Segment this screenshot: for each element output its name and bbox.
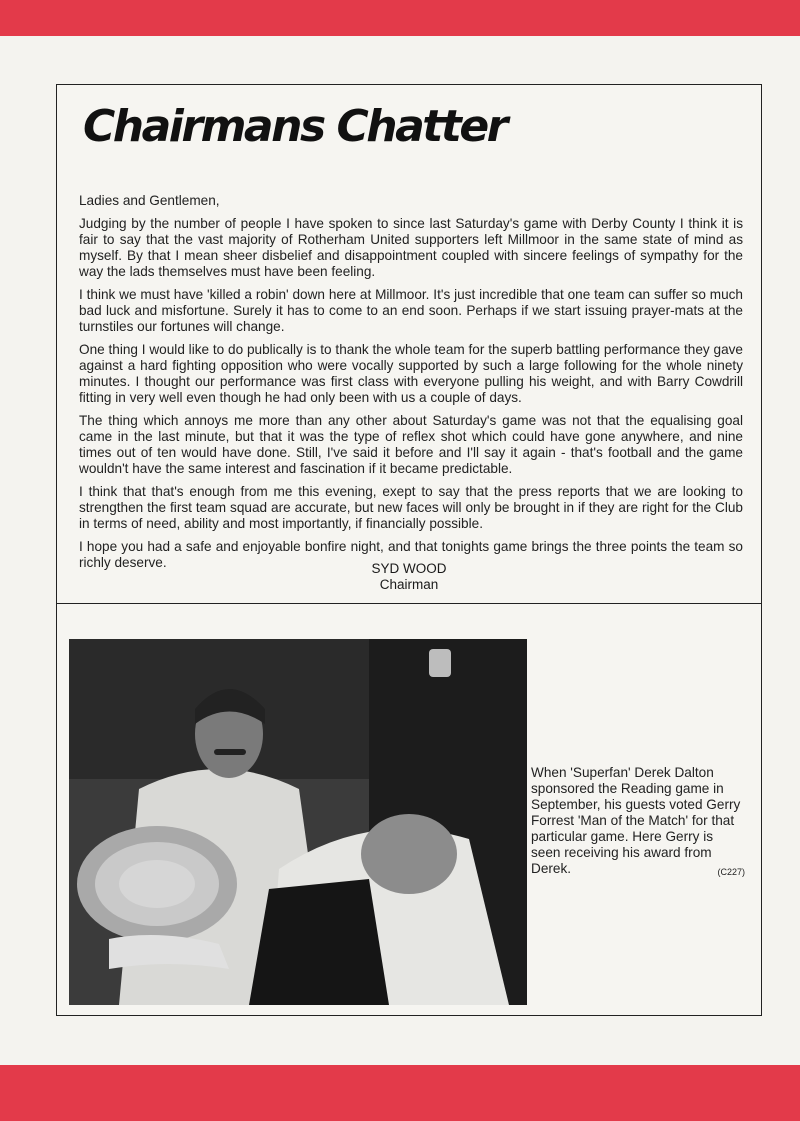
article-paragraph: Judging by the number of people I have spoken to since last Saturday's game with Derby County I think it is fair to say that the vast majority of Rotherham United supporters left Millmoor in the same state of mind as myself. By that I mean sheer disbelief and disappointment coupled with sincere feelings of sympathy for the way the lads themselves must have been feeling. [79, 216, 743, 279]
signature-name: SYD WOOD [371, 561, 447, 576]
caption-text: When 'Superfan' Derek Dalton sponsored the Reading game in September, his guests voted Gerry Forrest 'Man of the Match' for that particular game. Here Gerry is seen receiving his award from Derek. [531, 765, 741, 876]
article-title: Chairmans Chatter [83, 101, 506, 152]
top-color-band [0, 0, 800, 36]
article-paragraph: The thing which annoys me more than any other about Saturday's game was not that the equalising goal came in the last minute, but that it was the type of reflex shot which could have gone anywhere, and nine times out of ten would have done. Still, I've said it before and I'll say it again - that's football and the game wouldn't have the same interest and fascination if it became predictable. [79, 413, 743, 476]
article-paragraph: I hope you had a safe and enjoyable bonfire night, and that tonights game brings the three points the team so richly deserve. [79, 539, 743, 570]
article-paragraph: I think we must have 'killed a robin' down here at Millmoor. It's just incredible that one team can suffer so much bad luck and misfortune. Surely it has to come to an end soon. Perhaps if we start issuing prayer-mats at the turnstiles our fortunes will change. [79, 287, 743, 334]
article-paragraph: I think that that's enough from me this evening, exept to say that the press reports that we are looking to strengthen the first team squad are accurate, but new faces will only be brought in if they are right for the Club in terms of need, ability and most importantly, if financially possible. [79, 484, 743, 531]
signature-block [57, 561, 761, 593]
bottom-color-band [0, 1065, 800, 1121]
article-body [79, 193, 743, 578]
section-divider [57, 603, 761, 604]
photo-illustration [69, 639, 527, 1005]
photo-caption [531, 765, 745, 880]
photo-reference: (C227) [717, 867, 745, 877]
article-frame [56, 84, 762, 1016]
article-paragraph: Ladies and Gentlemen, [79, 193, 220, 208]
signature-title: Chairman [379, 577, 439, 592]
article-paragraph: One thing I would like to do publically is to thank the whole team for the superb battling performance they gave against a hard fighting opposition who were vocally supported by such a large following for the whole ninety minutes. I thought our performance was first class with everyone pulling his weight, and with Barry Cowdrill fitting in very well even though he had only been with us a couple of days. [79, 342, 743, 405]
award-photo [69, 639, 527, 1005]
